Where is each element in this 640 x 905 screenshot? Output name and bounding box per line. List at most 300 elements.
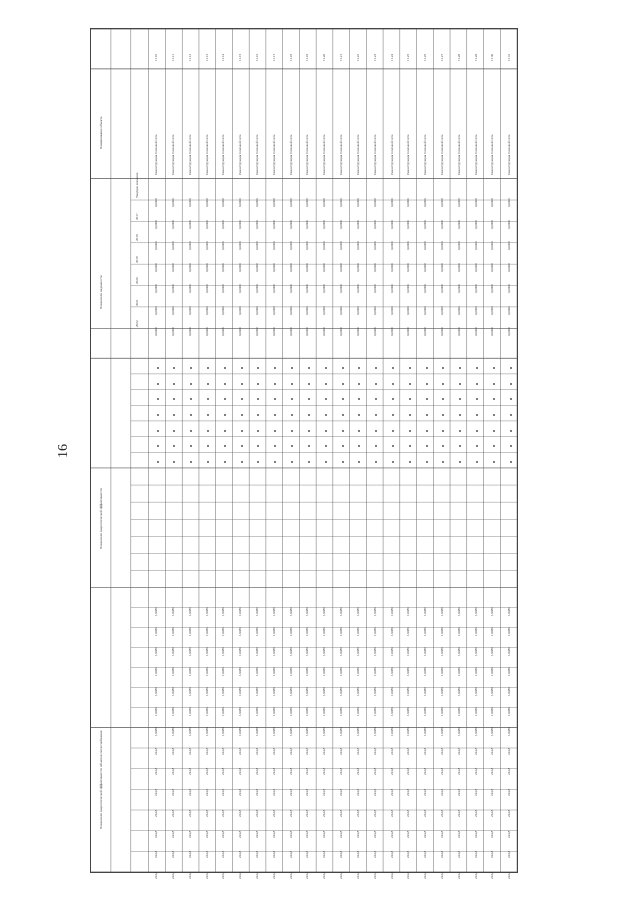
efficiency-value: 1,9080 [439, 647, 444, 656]
header-group-label: Показатели надежности [99, 275, 103, 309]
reliability-value: 0,0000 [355, 284, 360, 294]
efficiency-value: 1,9080 [372, 627, 377, 636]
empty-mark [207, 414, 209, 416]
reliability-value: 0,0000 [204, 284, 209, 294]
row-name: Реконструкция тепловой сети [490, 134, 495, 175]
efficiency-value: 1,9080 [339, 727, 344, 736]
empty-mark [190, 383, 192, 385]
row-name: Реконструкция тепловой сети [406, 134, 411, 175]
losses-value: 224,8 [389, 871, 394, 879]
efficiency-value: 1,9080 [254, 707, 259, 716]
efficiency-value: 1,9080 [154, 607, 159, 616]
empty-mark [375, 383, 377, 385]
losses-value: 224,8 [187, 788, 192, 797]
losses-value: 224,8 [406, 788, 411, 797]
efficiency-value: 1,9080 [372, 707, 377, 716]
efficiency-value: 1,9080 [339, 627, 344, 636]
reliability-value: 0,0000 [322, 284, 327, 294]
empty-mark [342, 383, 344, 385]
efficiency-value: 1,9080 [473, 647, 478, 656]
efficiency-value: 1,9080 [355, 607, 360, 616]
losses-value: 224,8 [389, 788, 394, 797]
empty-mark [493, 414, 495, 416]
efficiency-value: 1,9080 [221, 627, 226, 636]
efficiency-value: 1,9080 [154, 707, 159, 716]
row-number: 11.20 [322, 53, 327, 61]
losses-value: 224,8 [187, 809, 192, 817]
losses-value: 224,8 [355, 809, 360, 817]
efficiency-value: 1,9080 [154, 727, 159, 736]
reliability-value: 0,0000 [271, 262, 276, 272]
efficiency-value: 1,9080 [204, 707, 209, 716]
reliability-value: 0,0000 [204, 241, 209, 251]
losses-value: 224,8 [339, 747, 344, 755]
reliability-value: 0,0000 [254, 284, 259, 294]
losses-value: 224,8 [423, 830, 428, 838]
reliability-value: 0,0000 [490, 220, 495, 229]
losses-value: 224,8 [473, 871, 478, 879]
row-number: 11.28 [456, 53, 461, 61]
reliability-value: 0,0000 [221, 284, 226, 294]
efficiency-value: 1,9080 [439, 727, 444, 736]
efficiency-value: 1,9080 [254, 667, 259, 676]
losses-value: 224,8 [473, 788, 478, 797]
row-number: 11.23 [372, 53, 377, 61]
losses-value: 224,8 [288, 747, 293, 755]
efficiency-value: 1,9080 [490, 707, 495, 716]
reliability-value: 0,0000 [507, 241, 512, 251]
row-number: 11.12 [187, 53, 192, 61]
reliability-value: 0,0000 [423, 241, 428, 251]
reliability-value: 0,0000 [221, 241, 226, 251]
reliability-value: 0,0000 [339, 305, 344, 315]
empty-mark [325, 414, 327, 416]
losses-value: 224,8 [339, 788, 344, 797]
efficiency-value: 1,9080 [490, 667, 495, 676]
efficiency-value: 1,9080 [439, 687, 444, 696]
losses-value: 224,8 [322, 788, 327, 797]
empty-mark [510, 430, 512, 432]
losses-value: 224,8 [305, 768, 310, 776]
year-header: 2018 [135, 234, 139, 242]
reliability-value: 0,0000 [271, 241, 276, 251]
efficiency-value: 1,9080 [221, 707, 226, 716]
efficiency-value: 1,9080 [204, 607, 209, 616]
efficiency-value: 1,9080 [288, 687, 293, 696]
losses-value: 224,8 [204, 747, 209, 755]
row-name: Реконструкция тепловой сети [238, 134, 243, 175]
reliability-value: 0,0000 [221, 305, 226, 315]
row-number: 11.31 [507, 53, 512, 61]
row-number: 11.15 [238, 53, 243, 61]
reliability-value: 0,0000 [456, 220, 461, 229]
row-number: 11.24 [389, 53, 394, 61]
reliability-value: 0,0000 [288, 284, 293, 294]
efficiency-value: 1,9080 [305, 667, 310, 676]
efficiency-value: 1,9080 [406, 687, 411, 696]
row-number: 11.25 [406, 53, 411, 61]
losses-value: 224,8 [473, 830, 478, 838]
losses-value: 224,8 [238, 788, 243, 797]
losses-value: 224,8 [271, 788, 276, 797]
losses-value: 224,8 [406, 830, 411, 838]
empty-mark [392, 383, 394, 385]
losses-value: 224,8 [204, 830, 209, 838]
efficiency-value: 1,9080 [170, 687, 175, 696]
efficiency-value: 1,9080 [187, 707, 192, 716]
efficiency-value: 1,9080 [254, 607, 259, 616]
efficiency-value: 1,9080 [406, 727, 411, 736]
reliability-value: 0,0000 [271, 198, 276, 208]
reliability-value: 0,0000 [238, 305, 243, 315]
losses-value: 224,8 [423, 788, 428, 797]
losses-value: 224,8 [305, 809, 310, 817]
reliability-value: 0,0000 [473, 241, 478, 251]
row-name: Реконструкция тепловой сети [254, 134, 259, 175]
reliability-value: 0,0000 [490, 284, 495, 294]
reliability-value: 0,0000 [339, 241, 344, 251]
row-name: Реконструкция тепловой сети [154, 134, 159, 175]
reliability-value: 0,0000 [406, 220, 411, 229]
losses-value: 224,8 [254, 809, 259, 817]
reliability-value: 0,0000 [170, 305, 175, 315]
reliability-value: 0,0000 [288, 327, 293, 336]
losses-value: 224,8 [254, 747, 259, 755]
losses-value: 224,8 [423, 768, 428, 776]
reliability-value: 0,0000 [322, 220, 327, 229]
losses-value: 224,8 [389, 830, 394, 838]
efficiency-value: 1,9080 [322, 627, 327, 636]
empty-mark [291, 430, 293, 432]
efficiency-value: 1,9080 [221, 667, 226, 676]
efficiency-value: 1,9080 [423, 627, 428, 636]
losses-value: 224,8 [490, 851, 495, 859]
losses-value: 224,8 [187, 851, 192, 859]
efficiency-value: 1,9080 [271, 647, 276, 656]
losses-value: 224,8 [423, 809, 428, 817]
losses-value: 224,8 [204, 851, 209, 859]
row-number: 11.19 [305, 53, 310, 61]
reliability-value: 0,0000 [154, 284, 159, 294]
losses-value: 224,8 [221, 768, 226, 776]
reliability-value: 0,0000 [238, 241, 243, 251]
efficiency-value: 1,9080 [305, 727, 310, 736]
losses-value: 224,8 [372, 851, 377, 859]
efficiency-value: 1,9080 [154, 647, 159, 656]
efficiency-value: 1,9080 [355, 627, 360, 636]
row-name: Реконструкция тепловой сети [456, 134, 461, 175]
reliability-value: 0,0000 [339, 284, 344, 294]
losses-value: 224,8 [372, 871, 377, 879]
losses-value: 224,8 [288, 788, 293, 797]
reliability-value: 0,0000 [355, 241, 360, 251]
reliability-value: 0,0000 [322, 327, 327, 336]
losses-value: 224,8 [204, 809, 209, 817]
losses-value: 224,8 [170, 871, 175, 879]
losses-value: 224,8 [423, 851, 428, 859]
reliability-value: 0,0000 [423, 305, 428, 315]
losses-value: 224,8 [288, 830, 293, 838]
empty-mark [426, 461, 428, 463]
reliability-value: 0,0000 [254, 305, 259, 315]
losses-value: 224,8 [339, 851, 344, 859]
header-group-label: Показатели энергетической эффективности объектов теплоснабжения [99, 730, 103, 829]
losses-value: 224,8 [238, 830, 243, 838]
efficiency-value: 1,9080 [271, 687, 276, 696]
reliability-value: 0,0000 [423, 198, 428, 208]
losses-value: 224,8 [221, 788, 226, 797]
empty-mark [342, 367, 344, 369]
empty-mark [241, 461, 243, 463]
empty-mark [392, 367, 394, 369]
reliability-value: 0,0000 [490, 305, 495, 315]
reliability-value: 0,0000 [170, 241, 175, 251]
losses-value: 224,8 [490, 809, 495, 817]
efficiency-value: 1,9080 [170, 727, 175, 736]
reliability-value: 0,0000 [221, 327, 226, 336]
efficiency-value: 1,9080 [389, 627, 394, 636]
reliability-value: 0,0000 [456, 305, 461, 315]
reliability-value: 0,0000 [154, 305, 159, 315]
losses-value: 224,8 [254, 788, 259, 797]
reliability-value: 0,0000 [406, 284, 411, 294]
reliability-value: 0,0000 [254, 241, 259, 251]
efficiency-value: 1,9080 [254, 627, 259, 636]
losses-value: 224,8 [271, 747, 276, 755]
reliability-value: 0,0000 [187, 198, 192, 208]
reliability-value: 0,0000 [339, 327, 344, 336]
losses-value: 224,8 [406, 747, 411, 755]
empty-mark [510, 461, 512, 463]
reliability-value: 0,0000 [288, 220, 293, 229]
losses-value: 224,8 [238, 871, 243, 879]
reliability-value: 0,0000 [221, 262, 226, 272]
efficiency-value: 1,9080 [204, 667, 209, 676]
losses-value: 224,8 [154, 768, 159, 776]
reliability-value: 0,0000 [456, 327, 461, 336]
losses-value: 224,8 [154, 851, 159, 859]
efficiency-value: 1,9080 [490, 687, 495, 696]
losses-value: 224,8 [238, 768, 243, 776]
reliability-value: 0,0000 [204, 305, 209, 315]
losses-value: 224,8 [254, 768, 259, 776]
efficiency-value: 1,9080 [490, 727, 495, 736]
losses-value: 224,8 [322, 871, 327, 879]
efficiency-value: 1,9080 [406, 647, 411, 656]
row-name: Реконструкция тепловой сети [221, 134, 226, 175]
reliability-value: 0,0000 [355, 327, 360, 336]
losses-value: 224,8 [406, 768, 411, 776]
losses-value: 224,8 [187, 768, 192, 776]
reliability-value: 0,0000 [355, 305, 360, 315]
reliability-value: 0,0000 [423, 327, 428, 336]
efficiency-value: 1,9080 [187, 607, 192, 616]
reliability-value: 0,0000 [305, 327, 310, 336]
reliability-value: 0,0000 [355, 220, 360, 229]
efficiency-value: 1,9080 [187, 687, 192, 696]
efficiency-value: 1,9080 [473, 667, 478, 676]
empty-mark [426, 430, 428, 432]
efficiency-value: 1,9080 [170, 607, 175, 616]
losses-value: 224,8 [271, 871, 276, 879]
empty-mark [157, 430, 159, 432]
losses-value: 224,8 [204, 768, 209, 776]
reliability-value: 0,0000 [322, 241, 327, 251]
efficiency-value: 1,9080 [473, 727, 478, 736]
losses-value: 224,8 [507, 768, 512, 776]
losses-value: 224,8 [372, 768, 377, 776]
efficiency-value: 1,9080 [389, 707, 394, 716]
reliability-value: 0,0000 [271, 284, 276, 294]
efficiency-value: 1,9080 [288, 647, 293, 656]
losses-value: 224,8 [406, 871, 411, 879]
empty-mark [224, 430, 226, 432]
reliability-value: 0,0000 [238, 284, 243, 294]
efficiency-value: 1,9080 [187, 627, 192, 636]
efficiency-value: 1,9080 [473, 607, 478, 616]
losses-value: 224,8 [271, 851, 276, 859]
losses-value: 224,8 [305, 851, 310, 859]
reliability-value: 0,0000 [389, 305, 394, 315]
reliability-value: 0,0000 [305, 305, 310, 315]
reliability-value: 0,0000 [389, 198, 394, 208]
efficiency-value: 1,9080 [456, 607, 461, 616]
efficiency-value: 1,9080 [339, 707, 344, 716]
losses-value: 224,8 [254, 830, 259, 838]
losses-value: 224,8 [254, 871, 259, 879]
empty-mark [409, 383, 411, 385]
losses-value: 224,8 [456, 871, 461, 879]
reliability-value: 0,0000 [154, 327, 159, 336]
reliability-value: 0,0000 [372, 198, 377, 208]
efficiency-value: 1,9080 [372, 687, 377, 696]
efficiency-value: 1,9080 [187, 667, 192, 676]
efficiency-value: 1,9080 [406, 607, 411, 616]
empty-mark [224, 383, 226, 385]
losses-value: 224,8 [406, 851, 411, 859]
reliability-value: 0,0000 [372, 262, 377, 272]
efficiency-value: 1,9080 [322, 707, 327, 716]
efficiency-value: 1,9080 [238, 647, 243, 656]
reliability-value: 0,0000 [389, 284, 394, 294]
reliability-value: 0,0000 [406, 241, 411, 251]
empty-mark [325, 430, 327, 432]
row-name: Реконструкция тепловой сети [170, 134, 175, 175]
losses-value: 224,8 [170, 851, 175, 859]
empty-mark [308, 383, 310, 385]
efficiency-value: 1,9080 [154, 667, 159, 676]
efficiency-value: 1,9080 [288, 727, 293, 736]
losses-value: 224,8 [271, 809, 276, 817]
losses-value: 224,8 [439, 788, 444, 797]
empty-mark [224, 367, 226, 369]
reliability-value: 0,0000 [187, 284, 192, 294]
losses-value: 224,8 [339, 871, 344, 879]
empty-mark [207, 383, 209, 385]
reliability-value: 0,0000 [456, 198, 461, 208]
losses-value: 224,8 [221, 871, 226, 879]
efficiency-value: 1,9080 [456, 727, 461, 736]
efficiency-value: 1,9080 [406, 707, 411, 716]
reliability-value: 0,0000 [355, 198, 360, 208]
losses-value: 224,8 [170, 768, 175, 776]
efficiency-value: 1,9080 [389, 727, 394, 736]
reliability-value: 0,0000 [254, 262, 259, 272]
reliability-value: 0,0000 [372, 220, 377, 229]
empty-mark [342, 461, 344, 463]
reliability-value: 0,0000 [187, 305, 192, 315]
empty-mark [409, 461, 411, 463]
empty-mark [224, 461, 226, 463]
efficiency-value: 1,9080 [339, 607, 344, 616]
empty-mark [476, 430, 478, 432]
losses-value: 224,8 [204, 871, 209, 879]
efficiency-value: 1,9080 [507, 607, 512, 616]
losses-value: 224,8 [439, 830, 444, 838]
losses-value: 224,8 [238, 851, 243, 859]
row-number: 11.22 [355, 53, 360, 61]
efficiency-value: 1,9080 [439, 607, 444, 616]
losses-value: 224,8 [439, 871, 444, 879]
losses-value: 224,8 [322, 830, 327, 838]
empty-mark [241, 430, 243, 432]
reliability-value: 0,0000 [288, 305, 293, 315]
year-header: 2020 [135, 277, 139, 285]
reliability-value: 0,0000 [238, 262, 243, 272]
losses-value: 224,8 [355, 768, 360, 776]
losses-value: 224,8 [507, 809, 512, 817]
reliability-value: 0,0000 [473, 198, 478, 208]
efficiency-value: 1,9080 [170, 627, 175, 636]
year-header: 2017 [135, 213, 139, 220]
row-number: 11.16 [254, 53, 259, 61]
losses-value: 224,8 [490, 788, 495, 797]
empty-mark [510, 383, 512, 385]
losses-value: 224,8 [221, 809, 226, 817]
losses-value: 224,8 [490, 830, 495, 838]
empty-mark [476, 367, 478, 369]
efficiency-value: 1,9080 [355, 667, 360, 676]
losses-value: 224,8 [456, 851, 461, 859]
year-header: 2021 [135, 298, 139, 306]
page-number: 16 [56, 444, 71, 458]
efficiency-value: 1,9080 [507, 727, 512, 736]
efficiency-value: 1,9080 [238, 707, 243, 716]
reliability-value: 0,0000 [439, 262, 444, 272]
row-number: 11.27 [439, 53, 444, 61]
efficiency-value: 1,9080 [322, 687, 327, 696]
efficiency-value: 1,9080 [305, 607, 310, 616]
efficiency-value: 1,9080 [490, 647, 495, 656]
efficiency-value: 1,9080 [170, 667, 175, 676]
reliability-value: 0,0000 [439, 198, 444, 208]
efficiency-value: 1,9080 [507, 627, 512, 636]
row-name: Реконструкция тепловой сети [507, 134, 512, 175]
reliability-value: 0,0000 [154, 220, 159, 229]
efficiency-value: 1,9080 [423, 727, 428, 736]
row-number: 11.14 [221, 53, 226, 61]
efficiency-value: 1,9080 [187, 727, 192, 736]
reliability-value: 0,0000 [473, 284, 478, 294]
losses-value: 224,8 [187, 747, 192, 755]
efficiency-value: 1,9080 [271, 707, 276, 716]
efficiency-value: 1,9080 [456, 647, 461, 656]
reliability-value: 0,0000 [305, 220, 310, 229]
empty-mark [392, 430, 394, 432]
losses-value: 224,8 [372, 809, 377, 817]
losses-value: 224,8 [339, 809, 344, 817]
efficiency-value: 1,9080 [406, 627, 411, 636]
